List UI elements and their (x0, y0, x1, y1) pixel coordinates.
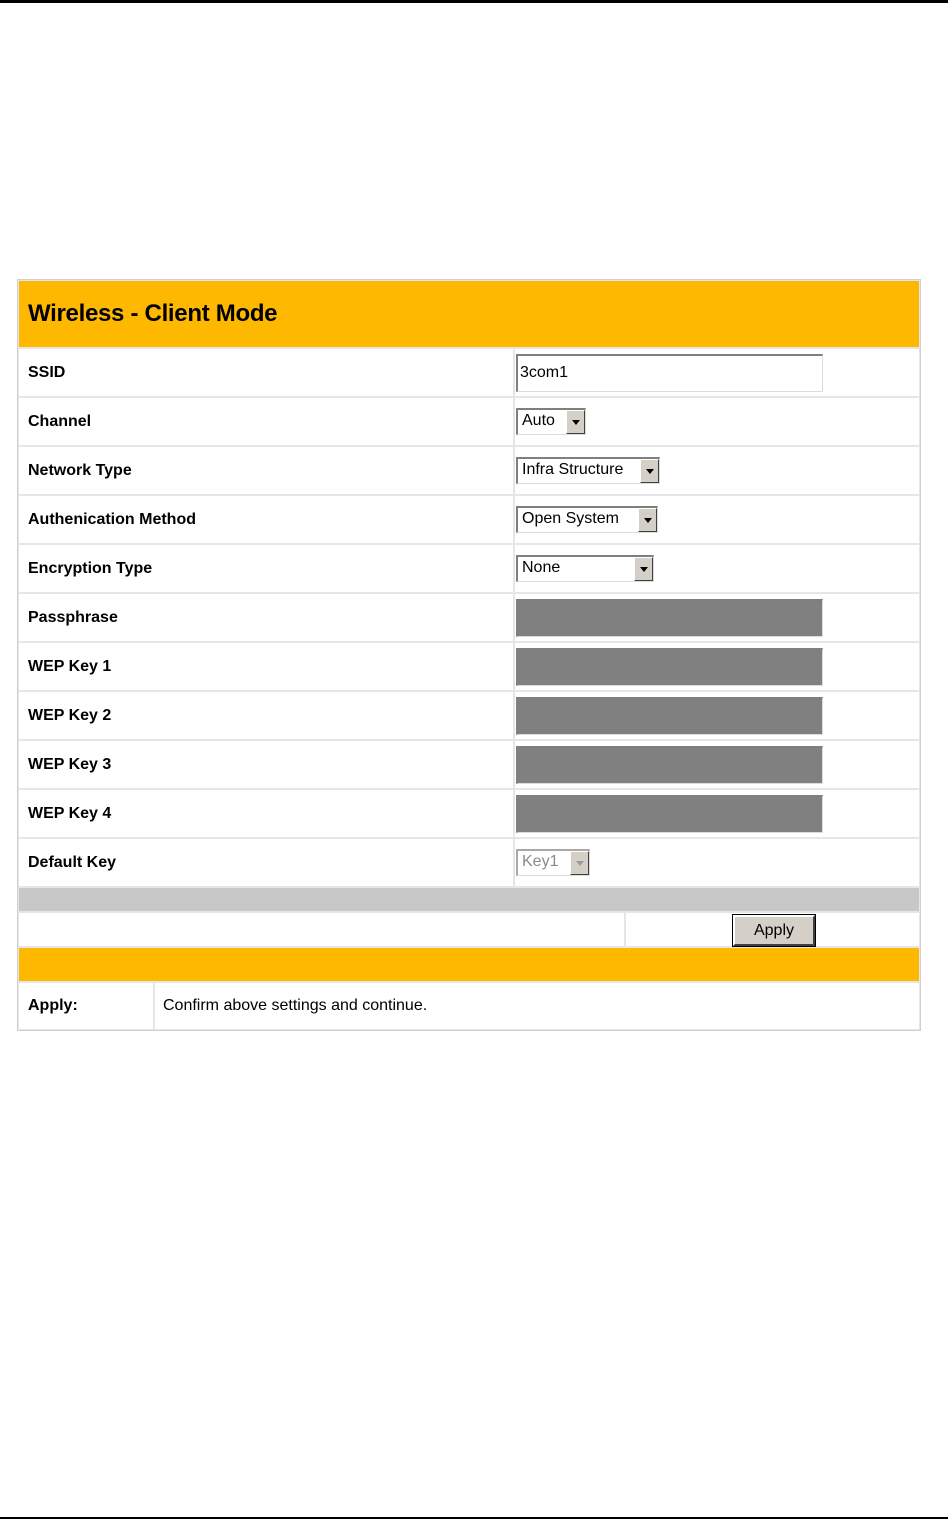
default-key-row (19, 839, 919, 886)
ssid-input[interactable] (516, 354, 823, 392)
ssid-value-cell (515, 349, 919, 396)
chevron-down-icon (572, 420, 580, 425)
help-header-bar (19, 948, 919, 981)
channel-dropdown-button[interactable] (566, 410, 585, 434)
default-key-label: Default Key (19, 839, 513, 886)
encryption-type-value-cell (515, 545, 919, 592)
chevron-down-icon (644, 518, 652, 523)
top-rule (0, 0, 948, 3)
encryption-type-row (19, 545, 919, 592)
encryption-type-select[interactable] (516, 555, 654, 582)
wep-key-2-input (516, 697, 823, 735)
network-type-select[interactable] (516, 457, 660, 484)
wep-key-4-value-cell (515, 790, 919, 837)
default-key-value-cell (515, 839, 919, 886)
default-key-dropdown-button (570, 851, 589, 875)
chevron-down-icon (646, 469, 654, 474)
apply-row-spacer (19, 913, 624, 946)
auth-method-select[interactable] (516, 506, 658, 533)
page-title: Wireless - Client Mode (28, 300, 278, 327)
network-type-label: Network Type (19, 447, 513, 494)
ssid-row (19, 349, 919, 396)
channel-row (19, 398, 919, 445)
passphrase-label: Passphrase (19, 594, 513, 641)
auth-method-select-value: Open System (522, 510, 619, 527)
wep-key-4-row (19, 790, 919, 837)
encryption-type-dropdown-button[interactable] (634, 557, 653, 581)
wep-key-2-row (19, 692, 919, 739)
wep-key-1-value-cell (515, 643, 919, 690)
help-row (19, 983, 919, 1029)
wep-key-2-label: WEP Key 2 (19, 692, 513, 739)
chevron-down-icon (640, 567, 648, 572)
panel-header (19, 281, 919, 347)
network-type-value-cell (515, 447, 919, 494)
default-key-select (516, 849, 590, 876)
auth-method-label: Authenication Method (19, 496, 513, 543)
section-divider (19, 888, 919, 911)
apply-button-cell (626, 913, 919, 946)
wep-key-4-label: WEP Key 4 (19, 790, 513, 837)
network-type-row (19, 447, 919, 494)
wep-key-2-value-cell (515, 692, 919, 739)
wep-key-1-row (19, 643, 919, 690)
wireless-client-mode-panel (17, 279, 921, 1031)
channel-value-cell (515, 398, 919, 445)
wep-key-3-row (19, 741, 919, 788)
wep-key-3-value-cell (515, 741, 919, 788)
channel-select[interactable] (516, 408, 586, 435)
wep-key-3-input (516, 746, 823, 784)
channel-select-value: Auto (522, 412, 555, 429)
channel-label: Channel (19, 398, 513, 445)
auth-method-value-cell (515, 496, 919, 543)
ssid-label: SSID (19, 349, 513, 396)
bottom-rule (0, 1517, 948, 1519)
apply-row (19, 913, 919, 946)
encryption-type-select-value: None (522, 559, 561, 576)
wep-key-3-label: WEP Key 3 (19, 741, 513, 788)
default-key-select-value: Key1 (522, 853, 559, 870)
passphrase-input (516, 599, 823, 637)
help-text: Confirm above settings and continue. (155, 983, 919, 1029)
auth-method-row (19, 496, 919, 543)
apply-button[interactable]: Apply (733, 915, 815, 946)
encryption-type-label: Encryption Type (19, 545, 513, 592)
passphrase-row (19, 594, 919, 641)
network-type-dropdown-button[interactable] (640, 459, 659, 483)
passphrase-value-cell (515, 594, 919, 641)
wep-key-1-label: WEP Key 1 (19, 643, 513, 690)
wep-key-4-input (516, 795, 823, 833)
chevron-down-icon (576, 861, 584, 866)
help-label: Apply: (19, 983, 153, 1029)
network-type-select-value: Infra Structure (522, 461, 624, 478)
wep-key-1-input (516, 648, 823, 686)
auth-method-dropdown-button[interactable] (638, 508, 657, 532)
